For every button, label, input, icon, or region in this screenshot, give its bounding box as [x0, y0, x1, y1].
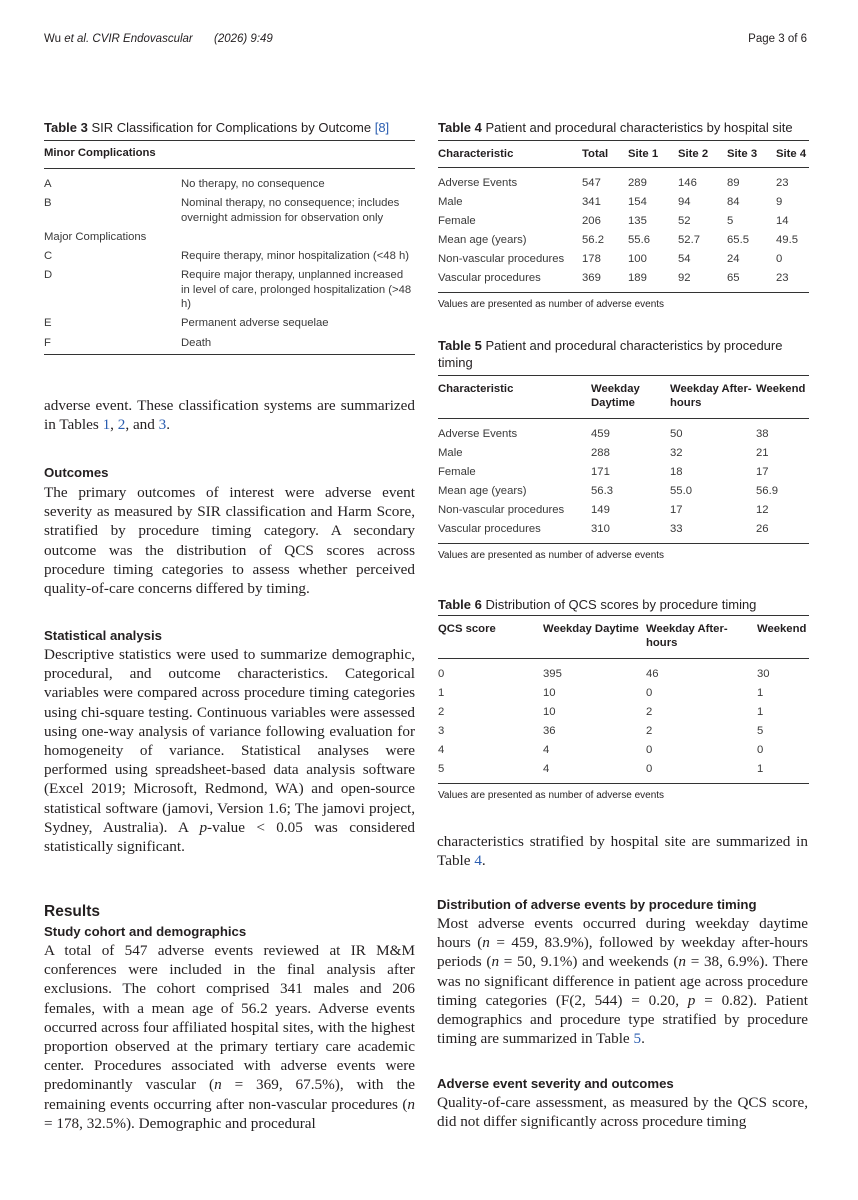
running-header-left — [44, 33, 193, 45]
table6-row — [438, 659, 809, 685]
table6-cell: 0 — [646, 744, 653, 757]
table4-cell: 5 — [727, 215, 734, 228]
table5-cell: 38 — [756, 428, 769, 440]
table4-column-header: Site 3 — [727, 141, 776, 168]
table5-cell: 171 — [591, 466, 610, 479]
table6-cell: 3 — [438, 725, 445, 738]
table6-cell: 2 — [646, 706, 653, 719]
table4 — [438, 140, 809, 310]
table5-column-header: Weekend — [756, 376, 809, 419]
table6-row — [438, 684, 809, 703]
table3-row — [44, 268, 415, 312]
table6-cell: 0 — [646, 760, 757, 783]
table6-cell: 1 — [438, 687, 445, 700]
table6-cell: 1 — [757, 687, 764, 700]
header-year-volume: (2026) 9:49 — [214, 33, 273, 45]
table2-link[interactable]: 2 — [117, 416, 126, 434]
table4-note: Values are presented as number of adverse events — [438, 298, 665, 310]
table4-cell: Non-vascular procedures — [438, 253, 565, 266]
table3-cell-class: F — [44, 336, 51, 349]
table5-cell: 18 — [670, 466, 683, 479]
table3-caption — [44, 119, 416, 136]
table4-cell: 0 — [776, 253, 783, 266]
outcomes-paragraph: The primary outcomes of interest were adverse event severity as measured by SIR classification and Harm Score, stratified by procedure timing category. A secondary outcome was the distribution of QCS scores across procedure timing categories to assess whether perceived quality-of-care concerns differed by timing. — [44, 484, 415, 598]
table6-column-header: Weekday After-hours — [646, 616, 757, 659]
table4-cell: 189 — [628, 269, 678, 292]
table5-row — [438, 482, 809, 501]
table6-cell: 1 — [757, 706, 764, 719]
table3-cell-class: D — [44, 269, 53, 282]
table6-cell: 0 — [757, 744, 764, 757]
paragraph-classification-summary: adverse event. These classification systems are summarized in Tables 1, 2, and 3. — [44, 397, 415, 434]
table4-cell: 92 — [678, 269, 727, 292]
table4-cell: 9 — [776, 196, 783, 209]
study-cohort-heading: Study cohort and demographics — [44, 924, 247, 939]
table4-cell: 154 — [628, 196, 647, 209]
table4-cell: 369 — [582, 269, 628, 292]
table5-link[interactable]: 5 — [633, 1030, 642, 1048]
table4-caption — [438, 119, 818, 136]
table5-grid — [438, 375, 809, 544]
table3-row — [44, 336, 415, 351]
table6-note: Values are presented as number of adverse events — [438, 789, 665, 801]
table5-row — [438, 444, 809, 463]
table4-label: Table 4 — [438, 120, 482, 135]
table6-cell: 0 — [646, 687, 653, 700]
table3-title: SIR Classification for Complications by Outcome — [91, 120, 372, 135]
table6-cell: 0 — [438, 668, 445, 680]
table4-column-header: Site 1 — [628, 141, 678, 168]
table1-link[interactable]: 1 — [102, 416, 111, 434]
table6-cell: 46 — [646, 668, 659, 680]
table6-row — [438, 741, 809, 760]
table4-row — [438, 231, 809, 250]
results-heading: Results — [44, 903, 100, 920]
table5-cell: 17 — [756, 466, 769, 479]
table3-label: Table 3 — [44, 120, 88, 135]
table6-cell: 4 — [543, 760, 646, 783]
table6-column-header: Weekend — [757, 616, 809, 659]
table5-cell: 12 — [756, 504, 769, 517]
table6-column-header: QCS score — [438, 616, 543, 659]
table4-column-header: Site 4 — [776, 141, 809, 168]
table3-cell-description: Permanent adverse sequelae — [181, 317, 329, 330]
table3-row — [44, 249, 415, 264]
table6-label: Table 6 — [438, 597, 482, 612]
table5-cell: 459 — [591, 428, 610, 440]
table4-cell: 146 — [678, 177, 697, 189]
table5-column-header: Weekday After-hours — [670, 376, 756, 419]
header-etal: et al. — [64, 33, 90, 45]
table5-cell: Non-vascular procedures — [438, 504, 565, 517]
table6-cell: 30 — [757, 668, 770, 680]
table4-column-header: Total — [582, 141, 628, 168]
table3-row — [44, 196, 415, 225]
table6-cell: 4 — [543, 744, 550, 757]
table4-column-header: Site 2 — [678, 141, 727, 168]
table4-cell: Mean age (years) — [438, 234, 527, 247]
table4-cell: 547 — [582, 177, 601, 189]
table3-body — [44, 169, 415, 355]
table5-cell: 56.3 — [591, 485, 613, 498]
table4-cell: Female — [438, 215, 476, 228]
table6-cell: 1 — [757, 760, 809, 783]
table4-cell: 289 — [628, 177, 647, 189]
table4-row — [438, 168, 809, 194]
table6-column-header: Weekday Daytime — [543, 616, 646, 659]
table4-cell: 84 — [727, 196, 740, 209]
table4-cell: 52 — [678, 215, 691, 228]
table5-row — [438, 501, 809, 520]
table6-grid — [438, 615, 809, 784]
table4-cell: 49.5 — [776, 234, 798, 247]
table4-cell: 94 — [678, 196, 691, 209]
table5-cell: 33 — [670, 520, 756, 543]
table4-cell: 14 — [776, 215, 789, 228]
table5-cell: Female — [438, 466, 476, 479]
table5-cell: Male — [438, 447, 463, 460]
table5-cell: Mean age (years) — [438, 485, 527, 498]
table5-column-header: Weekday Daytime — [591, 376, 670, 419]
table3-cell-class: E — [44, 317, 52, 330]
table6-cell: 10 — [543, 687, 556, 700]
table4-cell: 206 — [582, 215, 601, 228]
table4-cell: 55.6 — [628, 234, 650, 247]
table3-cell-class: C — [44, 250, 53, 263]
table3-row — [44, 230, 415, 245]
table6-caption — [438, 596, 818, 613]
table6-cell: 4 — [438, 744, 445, 757]
table4-cell: 65.5 — [727, 234, 749, 247]
table5-label: Table 5 — [438, 338, 482, 353]
distribution-heading: Distribution of adverse events by procedure timing — [437, 897, 757, 912]
table5-column-header: Characteristic — [438, 376, 591, 419]
table6-title: Distribution of QCS scores by procedure timing — [485, 597, 757, 612]
severity-heading: Adverse event severity and outcomes — [437, 1076, 674, 1091]
table4-row — [438, 212, 809, 231]
severity-paragraph: Quality-of-care assessment, as measured by the QCS score, did not differ significantly across procedure timing — [437, 1094, 808, 1131]
table4-cell: 23 — [776, 177, 789, 189]
table5-cell: 288 — [591, 447, 610, 460]
table5-cell: 55.0 — [670, 485, 692, 498]
table5-header-row — [438, 376, 809, 419]
table4-cell: Vascular procedures — [438, 269, 582, 292]
table4-cell: 65 — [727, 269, 776, 292]
table5-note: Values are presented as number of adverse events — [438, 549, 665, 561]
table6-row — [438, 722, 809, 741]
table5-caption — [438, 337, 818, 371]
paragraph-site-summary: characteristics stratified by hospital site are summarized in Table 4. — [437, 833, 808, 870]
table4-cell: 52.7 — [678, 234, 700, 247]
table5-cell: 32 — [670, 447, 683, 460]
table3-cell-description: Require therapy, minor hospitalization (<48 h) — [181, 250, 410, 263]
table6-header-row — [438, 616, 809, 659]
header-authors: Wu — [44, 33, 62, 45]
table4-grid — [438, 140, 809, 293]
table4-cell: 24 — [727, 253, 740, 266]
table5-cell: 17 — [670, 504, 683, 517]
table4-title: Patient and procedural characteristics by hospital site — [485, 120, 793, 135]
table5-cell: 21 — [756, 447, 769, 460]
table4-header-row — [438, 141, 809, 168]
table4-row — [438, 269, 809, 292]
table6-cell: 5 — [438, 760, 543, 783]
table3-row — [44, 316, 415, 331]
table6-cell: 2 — [438, 706, 445, 719]
table4-cell: Male — [438, 196, 463, 209]
table6-cell: 36 — [543, 725, 556, 738]
table6-cell: 5 — [757, 725, 764, 738]
table6-cell: 2 — [646, 725, 653, 738]
table3-cell-class: B — [44, 197, 52, 210]
table6 — [438, 615, 809, 801]
distribution-paragraph: Most adverse events occurred during weekday daytime hours (n = 459, 83.9%), followed by weekday after-hours periods (n = 50, 9.1%) and weekends (n = 38, 6.9%). There was no significant difference in patient age across procedure timing categories (F(2, 544) = 0.20, p = 0.82). Patient demographics and procedure type stratified by procedure timing are summarized in Table 5. — [437, 915, 808, 1048]
table5-row — [438, 463, 809, 482]
table3-cell-description: Require major therapy, unplanned increased in level of care, prolonged hospitalization (>48 h) — [181, 269, 412, 311]
statistical-analysis-paragraph: Descriptive statistics were used to summarize demographic, procedural, and outcome characteristics. Categorical variables were compared across procedure timing categories using chi-square testing. Continuous variables were assessed using one-way analysis of variance following evaluation for homogeneity of variance. Statistical analyses were performed using spreadsheet-based data analysis software (Excel 2019; Microsoft, Redmond, WA) and open-source statistical software (jamovi, Version 1.6; The jamovi project, Sydney, Australia). A p-value < 0.05 was considered statistically significant. — [44, 646, 415, 856]
table4-row — [438, 250, 809, 269]
table5-cell: Adverse Events — [438, 428, 518, 440]
table4-cell: 56.2 — [582, 234, 604, 247]
table5-row — [438, 520, 809, 543]
table4-cell: 178 — [582, 253, 601, 266]
study-cohort-paragraph: A total of 547 adverse events reviewed at IR M&M conferences were included in the final analysis after exclusions. The cohort comprised 341 males and 206 females, with a mean age of 56.2 years. Adverse events occurred across four affiliated hospital sites, with the highest proportion observed at the primary tertiary care academic center. Procedures associated with adverse events were predominantly vascular (n = 369, 67.5%), with the remaining events occurring after non-vascular procedures (n = 178, 32.5%). Demographic and procedural — [44, 942, 415, 1132]
outcomes-heading: Outcomes — [44, 465, 109, 480]
table5 — [438, 375, 809, 561]
table5-cell: 50 — [670, 428, 683, 440]
table5-cell: 26 — [756, 520, 809, 543]
table4-row — [438, 193, 809, 212]
table4-cell: 135 — [628, 215, 647, 228]
table4-cell: Adverse Events — [438, 177, 518, 189]
table3-row — [44, 177, 415, 192]
table6-row — [438, 703, 809, 722]
header-journal: CVIR Endovascular — [92, 33, 193, 45]
table5-cell: 310 — [591, 520, 670, 543]
table4-cell: 23 — [776, 269, 809, 292]
table3-cell-description — [181, 230, 415, 245]
table5-cell: 149 — [591, 504, 610, 517]
table5-cell: Vascular procedures — [438, 520, 591, 543]
table4-cell: 89 — [727, 177, 740, 189]
table6-cell: 395 — [543, 668, 562, 680]
table3 — [44, 140, 415, 355]
table3-link[interactable]: 3 — [158, 416, 167, 434]
table4-link[interactable]: 4 — [474, 852, 482, 870]
table3-cell-description: No therapy, no consequence — [181, 178, 325, 190]
table3-reference-link[interactable]: [8] — [374, 120, 390, 135]
table3-cell-description: Death — [181, 336, 212, 349]
table4-cell: 100 — [628, 253, 647, 266]
table6-cell: 10 — [543, 706, 556, 719]
table4-cell: 341 — [582, 196, 601, 209]
table6-row — [438, 760, 809, 783]
statistical-analysis-heading: Statistical analysis — [44, 628, 163, 643]
table3-cell-class: Major Complications — [44, 230, 147, 243]
table4-column-header: Characteristic — [438, 141, 582, 168]
table5-row — [438, 419, 809, 445]
table4-cell: 54 — [678, 253, 691, 266]
table3-cell-description: Nominal therapy, no consequence; includes overnight admission for observation only — [181, 197, 400, 224]
header-page-number: Page 3 of 6 — [748, 33, 807, 45]
table3-header: Minor Complications — [44, 147, 156, 159]
table3-cell-class: A — [44, 178, 52, 190]
table5-cell: 56.9 — [756, 485, 778, 498]
table5-title: Patient and procedural characteristics by procedure timing — [438, 338, 783, 370]
